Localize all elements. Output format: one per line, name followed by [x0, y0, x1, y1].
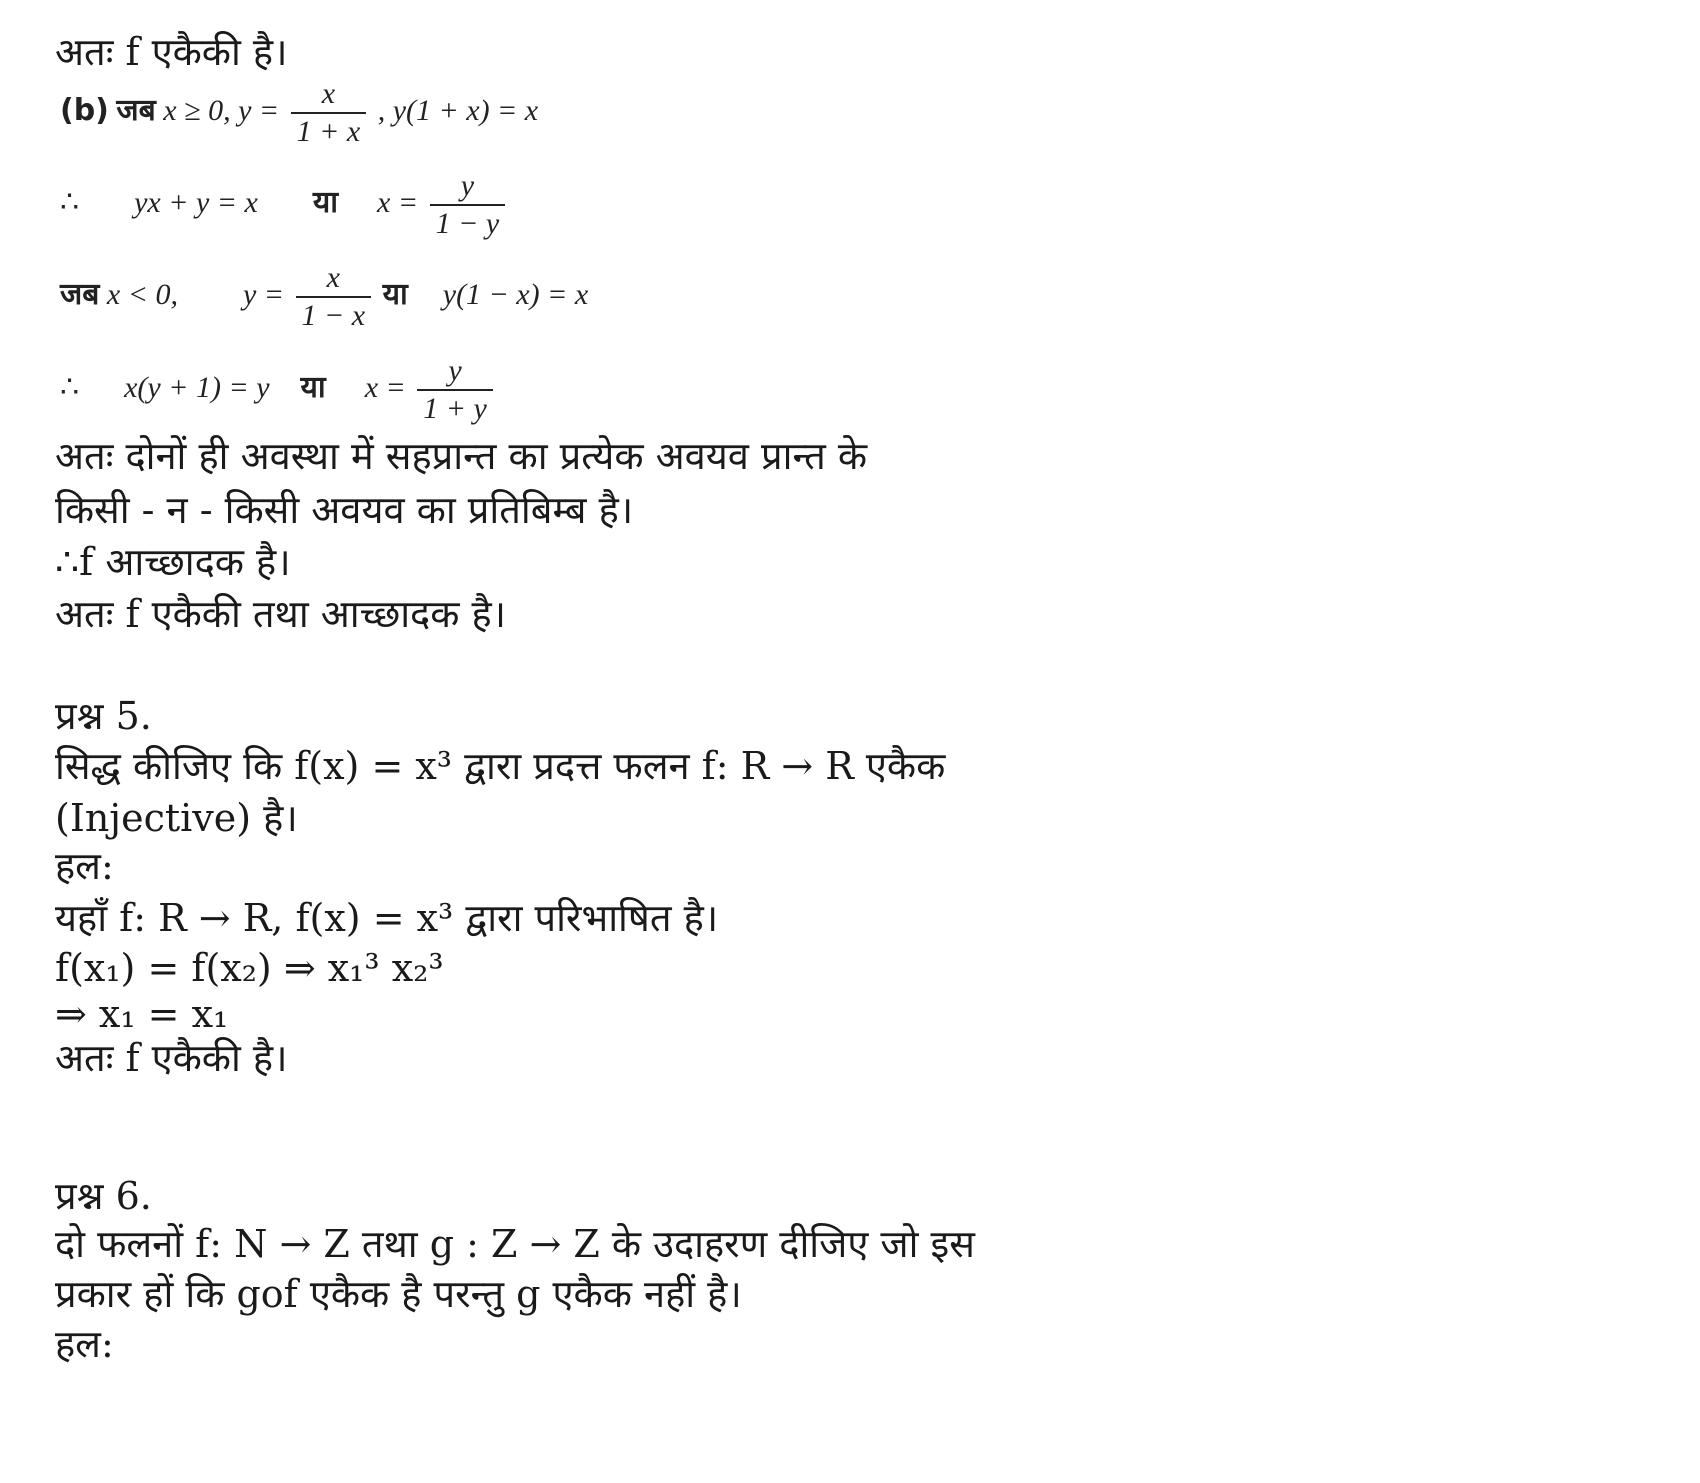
- denominator: 1 − x: [301, 299, 366, 332]
- numerator: y: [417, 355, 493, 391]
- text-line: ∴f आच्छादक है।: [55, 540, 291, 584]
- question-6-text: प्रकार हों कि gof एकैक है परन्तु g एकैक नहीं है।: [55, 1272, 742, 1316]
- jab-word: जब: [60, 276, 100, 312]
- numerator: y: [430, 170, 506, 206]
- text-line: अतः दोनों ही अवस्था में सहप्रान्त का प्रत्येक अवयव प्रान्त के: [55, 434, 868, 478]
- equation-xeq: x =: [377, 185, 419, 219]
- question-5-title: प्रश्न 5.: [55, 694, 152, 738]
- question-5-text: (Injective) है।: [55, 796, 298, 840]
- equation-xeq: x =: [364, 370, 406, 404]
- equation-b-4: [60, 355, 497, 425]
- jab-word: जब: [116, 92, 156, 128]
- therefore-symbol: ∴: [60, 370, 80, 404]
- fraction: [417, 355, 493, 425]
- ya-word: या: [300, 369, 326, 405]
- numerator: x: [296, 262, 372, 298]
- ya-word: या: [382, 276, 408, 312]
- fraction: [430, 170, 506, 240]
- question-6-text: दो फलनों f: N → Z तथा g : Z → Z के उदाहरण दीजिए जो इस: [55, 1222, 975, 1266]
- text-line-conclusion: अतः f एकैकी है।: [55, 30, 288, 74]
- equation-b-2: [60, 170, 509, 240]
- fraction: [291, 78, 367, 148]
- equation-rest: y(1 − x) = x: [442, 277, 589, 311]
- equation-lhs: y =: [238, 93, 280, 127]
- equation-lhs: yx + y = x: [134, 185, 258, 219]
- fraction: [296, 262, 372, 332]
- question-6-title: प्रश्न 6.: [55, 1174, 152, 1218]
- condition: x ≥ 0,: [163, 93, 231, 127]
- therefore-symbol: ∴: [60, 185, 80, 219]
- equation-rest: , y(1 + x) = x: [377, 93, 539, 127]
- denominator: 1 + x: [296, 115, 361, 148]
- ya-word: या: [312, 184, 339, 220]
- part-label: (b): [60, 92, 109, 128]
- solution-line: f(x₁) = f(x₂) ⇒ x₁³ x₂³: [55, 946, 444, 990]
- denominator: 1 − y: [435, 207, 500, 240]
- solution-label: हल:: [55, 844, 114, 888]
- text-line: किसी - न - किसी अवयव का प्रतिबिम्ब है।: [55, 488, 634, 532]
- solution-line: यहाँ f: R → R, f(x) = x³ द्वारा परिभाषित है।: [55, 896, 719, 940]
- text-line: अतः f एकैकी तथा आच्छादक है।: [55, 592, 507, 636]
- condition: x < 0,: [106, 277, 178, 311]
- solution-line: ⇒ x₁ = x₁: [55, 992, 229, 1036]
- numerator: x: [291, 78, 367, 114]
- denominator: 1 + y: [423, 392, 487, 425]
- equation-lhs: y =: [242, 277, 285, 311]
- question-5-text: सिद्ध कीजिए कि f(x) = x³ द्वारा प्रदत्त फलन f: R → R एकैक: [55, 744, 946, 788]
- solution-label: हल:: [55, 1322, 114, 1366]
- equation-lhs: x(y + 1) = y: [124, 370, 270, 404]
- equation-b-3: [60, 262, 588, 332]
- equation-b-1: [60, 78, 538, 148]
- solution-line: अतः f एकैकी है।: [55, 1036, 288, 1080]
